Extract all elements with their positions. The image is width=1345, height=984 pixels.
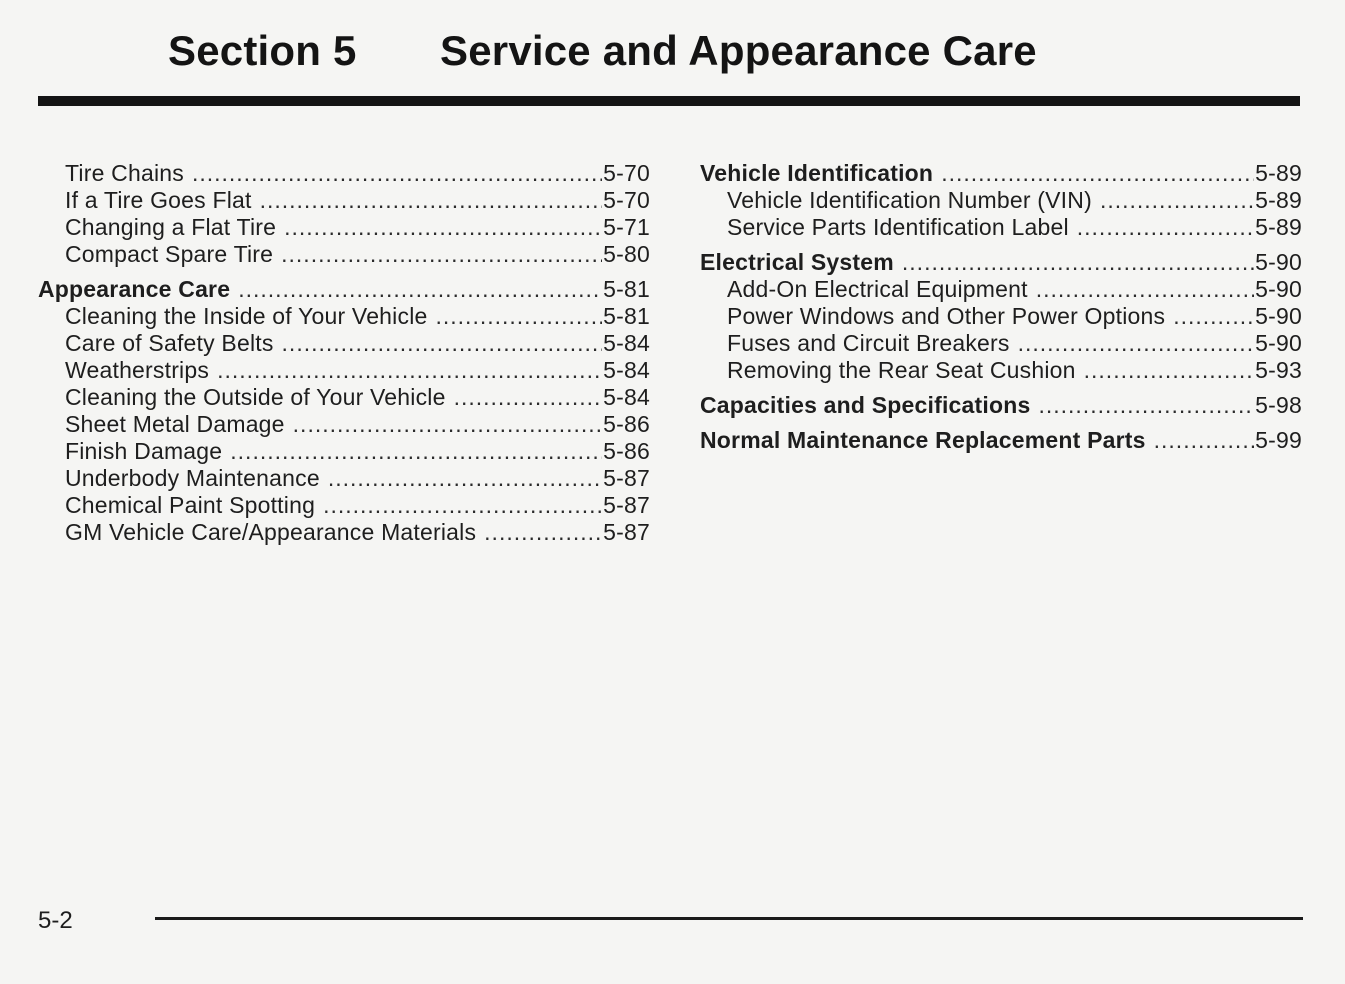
toc-entry[interactable] [700,276,1302,303]
dot-leader [1084,357,1255,384]
toc-entry-label: Power Windows and Other Power Options [727,303,1166,329]
toc-entry-label: Vehicle Identification [700,160,934,186]
dot-leader [293,411,602,438]
toc-entry-label: Chemical Paint Spotting [65,492,316,518]
toc-entry[interactable] [700,214,1302,241]
toc-entry-page: 5-89 [1255,187,1302,213]
toc-entry[interactable] [38,187,650,214]
dot-leader [1018,330,1255,357]
toc-entry-label: Underbody Maintenance [65,465,320,491]
toc-entry[interactable] [38,519,650,546]
dot-leader [941,160,1254,187]
dot-leader [284,214,602,241]
toc-entry[interactable] [38,411,650,438]
toc-entry-page: 5-70 [603,187,650,213]
toc-entry-label: Capacities and Specifications [700,392,1031,418]
toc-entry-label: Removing the Rear Seat Cushion [727,357,1076,383]
dot-leader [436,303,603,330]
dot-leader [328,465,602,492]
toc-entry-label: If a Tire Goes Flat [65,187,252,213]
toc-heading-entry[interactable] [700,160,1302,187]
toc-entry-page: 5-90 [1255,276,1302,302]
toc-entry[interactable] [700,187,1302,214]
toc-entry-page: 5-86 [603,411,650,437]
toc-entry-page: 5-86 [603,438,650,464]
footer-rule [155,917,1303,920]
dot-leader [1077,214,1254,241]
toc-entry-page: 5-89 [1255,214,1302,240]
toc-entry-label: Changing a Flat Tire [65,214,277,240]
dot-leader [230,438,602,465]
toc-heading-entry[interactable] [700,249,1302,276]
dot-leader [217,357,602,384]
toc-entry-label: Care of Safety Belts [65,330,274,356]
toc-left-column [38,160,650,546]
toc-entry[interactable] [38,384,650,411]
toc-entry[interactable] [38,330,650,357]
toc-entry-label: Normal Maintenance Replacement Parts [700,427,1146,453]
toc-entry[interactable] [38,214,650,241]
dot-leader [1036,276,1254,303]
dot-leader [192,160,602,187]
toc-entry-page: 5-84 [603,357,650,383]
toc-entry-page: 5-99 [1255,427,1302,453]
toc-entry[interactable] [38,492,650,519]
toc-entry-page: 5-87 [603,465,650,491]
toc-entry[interactable] [38,160,650,187]
dot-leader [323,492,602,519]
toc-entry-page: 5-93 [1255,357,1302,383]
toc-entry-label: Add-On Electrical Equipment [727,276,1028,302]
toc-right-column [700,160,1302,454]
toc-entry[interactable] [38,303,650,330]
dot-leader [1154,427,1255,454]
toc-entry[interactable] [38,438,650,465]
dot-leader [1038,392,1254,419]
toc-heading-entry[interactable] [700,427,1302,454]
toc-entry-label: Cleaning the Outside of Your Vehicle [65,384,446,410]
toc-entry-label: Vehicle Identification Number (VIN) [727,187,1092,213]
toc-entry-page: 5-87 [603,492,650,518]
section-title: Service and Appearance Care [440,27,1037,74]
toc-entry[interactable] [700,330,1302,357]
toc-entry-page: 5-90 [1255,330,1302,356]
dot-leader [281,241,602,268]
dot-leader [902,249,1254,276]
toc-entry-label: Sheet Metal Damage [65,411,285,437]
toc-entry[interactable] [38,465,650,492]
header-rule [38,96,1300,106]
toc-entry-label: Service Parts Identification Label [727,214,1069,240]
toc-entry-label: Finish Damage [65,438,223,464]
toc-entry-label: Compact Spare Tire [65,241,274,267]
toc-entry-page: 5-84 [603,384,650,410]
page-title [168,24,1037,78]
footer-page-number: 5-2 [38,907,73,934]
toc-entry-page: 5-87 [603,519,650,545]
toc-entry-label: Fuses and Circuit Breakers [727,330,1010,356]
toc-entry-label: GM Vehicle Care/Appearance Materials [65,519,477,545]
toc-entry-label: Weatherstrips [65,357,210,383]
toc-entry-page: 5-89 [1255,160,1302,186]
dot-leader [238,276,602,303]
dot-leader [454,384,603,411]
toc-heading-entry[interactable] [38,276,650,303]
toc-entry-page: 5-80 [603,241,650,267]
toc-entry[interactable] [700,303,1302,330]
toc-entry[interactable] [38,357,650,384]
dot-leader [1100,187,1254,214]
toc-entry-page: 5-84 [603,330,650,356]
toc-entry-label: Cleaning the Inside of Your Vehicle [65,303,428,329]
toc-heading-entry[interactable] [700,392,1302,419]
toc-entry-page: 5-98 [1255,392,1302,418]
dot-leader [1173,303,1254,330]
toc-entry[interactable] [700,357,1302,384]
dot-leader [282,330,603,357]
toc-entry[interactable] [38,241,650,268]
toc-entry-label: Appearance Care [38,276,231,302]
toc-entry-page: 5-81 [603,303,650,329]
toc-entry-page: 5-90 [1255,249,1302,275]
section-label: Section 5 [168,27,357,74]
dot-leader [260,187,603,214]
toc-entry-page: 5-81 [603,276,650,302]
toc-entry-page: 5-71 [603,214,650,240]
toc-entry-page: 5-70 [603,160,650,186]
dot-leader [484,519,602,546]
toc-entry-label: Electrical System [700,249,894,275]
toc-entry-page: 5-90 [1255,303,1302,329]
toc-entry-label: Tire Chains [65,160,184,186]
